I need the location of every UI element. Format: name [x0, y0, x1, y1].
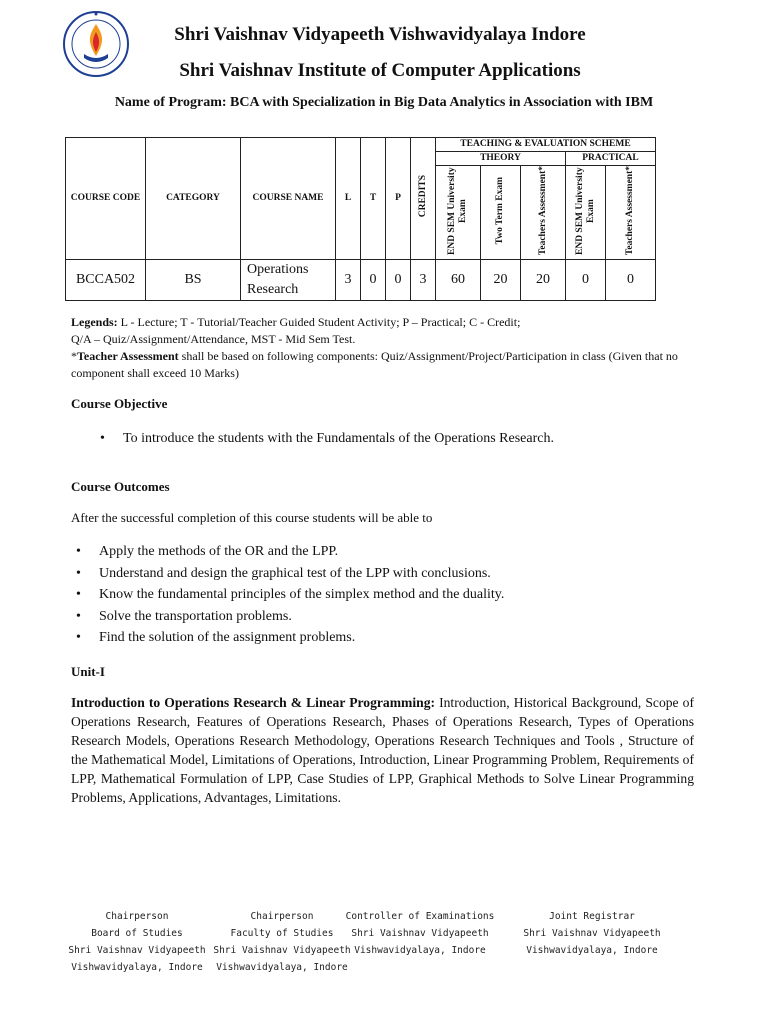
cell-code: BCCA502	[66, 260, 146, 301]
cell-theory-teachers: 20	[521, 260, 566, 301]
sign-line: Faculty of Studies	[230, 928, 334, 939]
signature-chairperson-fos	[207, 908, 357, 976]
header-course-name: COURSE NAME	[241, 138, 336, 260]
cell-practical-teachers: 0	[606, 260, 656, 301]
sign-line: Chairperson	[250, 911, 314, 922]
list-item: • Apply the methods of the OR and the LPP.	[92, 541, 504, 563]
program-name: Name of Program: BCA with Specialization in Big Data Analytics in Association with IBM	[114, 95, 654, 110]
unit1-content	[71, 693, 694, 807]
institute-title: Shri Vaishnav Institute of Computer Applications	[179, 60, 581, 81]
outcomes-list	[92, 541, 504, 649]
signature-chairperson-bos	[62, 908, 212, 976]
scheme-table	[65, 137, 656, 301]
header-p: P	[386, 138, 411, 260]
unit1-title: Introduction to Operations Research & Linear Programming:	[71, 695, 436, 710]
header-course-code: COURSE CODE	[66, 138, 146, 260]
cell-l: 3	[336, 260, 361, 301]
header-t: T	[361, 138, 386, 260]
sign-line: Chairperson	[105, 911, 169, 922]
header-scheme: TEACHING & EVALUATION SCHEME	[436, 138, 656, 152]
sign-line: Controller of Examinations	[345, 911, 495, 922]
signature-controller	[345, 908, 495, 959]
list-item: • Solve the transportation problems.	[92, 606, 504, 628]
sign-line: Shri Vaishnav Vidyapeeth	[351, 928, 489, 939]
header-theory-teachers: Teachers Assessment*	[537, 166, 548, 256]
sign-line: Shri Vaishnav Vidyapeeth	[213, 945, 351, 956]
objective-heading: Course Objective	[71, 396, 168, 411]
legends-line2: Q/A – Quiz/Assignment/Attendance, MST - Mid Sem Test.	[71, 332, 356, 346]
unit1-body: Introduction, Historical Background, Scope of Operations Research, Features of Operations Research, Phases of Operations Research, Types of Operations Research Models, Operations Research Methodology, Operations Research Techniques and Tools , Structure of the Mathematical Model, Limitations of Operations, Introduction, Linear Programming Problem, Requirements of LPP, Mathematical Formulation of LPP, Case Studies of LPP, Graphical Methods to Solve Linear Programming Problems, Applications, Advantages, Limitations.	[71, 695, 694, 805]
header-credits: CREDITS	[417, 174, 428, 218]
university-logo	[62, 10, 130, 78]
sign-line: Board of Studies	[91, 928, 183, 939]
header-practical-teachers: Teachers Assessment*	[625, 166, 635, 256]
table-row	[66, 260, 656, 301]
header-practical: PRACTICAL	[566, 152, 656, 166]
cell-theory-end-sem: 60	[436, 260, 481, 301]
cell-p: 0	[386, 260, 411, 301]
sign-line: Vishwavidyalaya, Indore	[526, 945, 658, 956]
sign-line: Shri Vaishnav Vidyapeeth	[68, 945, 206, 956]
outcomes-heading: Course Outcomes	[71, 479, 170, 494]
sign-line: Vishwavidyalaya, Indore	[71, 962, 203, 973]
outcomes-intro: After the successful completion of this course students will be able to	[71, 510, 433, 525]
cell-credits: 3	[411, 260, 436, 301]
header-theory-end-sem: END SEM University Exam	[447, 167, 468, 255]
teacher-assessment-text: shall be based on following components: Quiz/Assignment/Project/Participation in class (Given that no component shall exceed 10 Marks)	[71, 349, 678, 380]
list-item: • Find the solution of the assignment problems.	[92, 627, 504, 649]
sign-line: Vishwavidyalaya, Indore	[354, 945, 486, 956]
legends-label: Legends:	[71, 315, 118, 329]
cell-theory-two-term: 20	[481, 260, 521, 301]
logo-emblem-icon	[62, 10, 130, 78]
cell-practical-end-sem: 0	[566, 260, 606, 301]
signature-joint-registrar	[517, 908, 667, 959]
header-theory: THEORY	[436, 152, 566, 166]
list-item: • To introduce the students with the Fundamentals of the Operations Research.	[116, 428, 554, 450]
cell-category: BS	[146, 260, 241, 301]
legends-star: *	[71, 349, 77, 363]
list-item: • Know the fundamental principles of the simplex method and the duality.	[92, 584, 504, 606]
unit1-heading: Unit-I	[71, 664, 105, 679]
sign-line: Vishwavidyalaya, Indore	[216, 962, 348, 973]
university-title: Shri Vaishnav Vidyapeeth Vishwavidyalaya Indore	[174, 24, 586, 45]
cell-name: Operations Research	[241, 260, 336, 301]
header-theory-two-term: Two Term Exam	[495, 177, 505, 245]
header-category: CATEGORY	[146, 138, 241, 260]
header-l: L	[336, 138, 361, 260]
legends-line1: L - Lecture; T - Tutorial/Teacher Guided Student Activity; P – Practical; C - Credit;	[117, 315, 521, 329]
cell-t: 0	[361, 260, 386, 301]
sign-line: Shri Vaishnav Vidyapeeth	[523, 928, 661, 939]
sign-line: Joint Registrar	[549, 911, 635, 922]
teacher-assessment-label: Teacher Assessment	[77, 349, 179, 363]
objective-list	[116, 428, 554, 450]
legends-block	[71, 314, 701, 382]
header-practical-end-sem: END SEM University Exam	[574, 167, 596, 255]
list-item: • Understand and design the graphical test of the LPP with conclusions.	[92, 563, 504, 585]
